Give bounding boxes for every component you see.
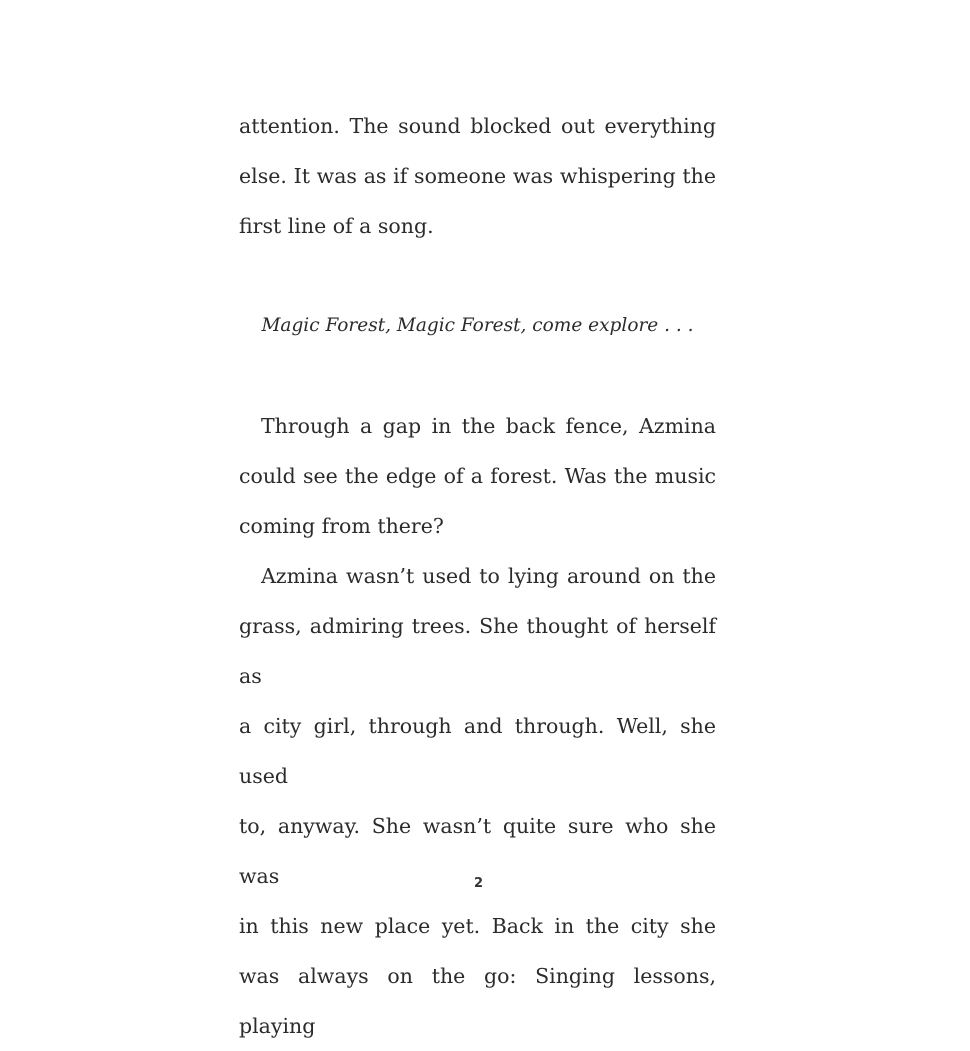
paragraph-city-girl xyxy=(239,551,716,1051)
text-line: grass, admiring trees. She thought of herself as xyxy=(239,614,716,688)
body-text xyxy=(239,101,716,1051)
text-line: a city girl, through and through. Well, she used xyxy=(239,714,716,788)
text-line: in this new place yet. Back in the city she xyxy=(239,914,716,938)
paragraph-fence xyxy=(239,401,716,551)
text-line: first line of a song. xyxy=(239,214,434,238)
page-number: 2 xyxy=(473,876,484,891)
text-line: else. It was as if someone was whispering the xyxy=(239,164,716,188)
text-line: to, anyway. She wasn’t quite sure who she was xyxy=(239,814,716,888)
song-lyric: Magic Forest, Magic Forest, come explore . . . xyxy=(261,315,694,336)
text-line: Through a gap in the back fence, Azmina xyxy=(261,414,716,438)
text-line: coming from there? xyxy=(239,514,444,538)
paragraph-continuation xyxy=(239,101,716,251)
text-line: could see the edge of a forest. Was the music xyxy=(239,464,716,488)
text-line: Azmina wasn’t used to lying around on the xyxy=(261,564,716,588)
text-line: attention. The sound blocked out everything xyxy=(239,114,716,138)
text-line: was always on the go: Singing lessons, playing xyxy=(239,964,716,1038)
